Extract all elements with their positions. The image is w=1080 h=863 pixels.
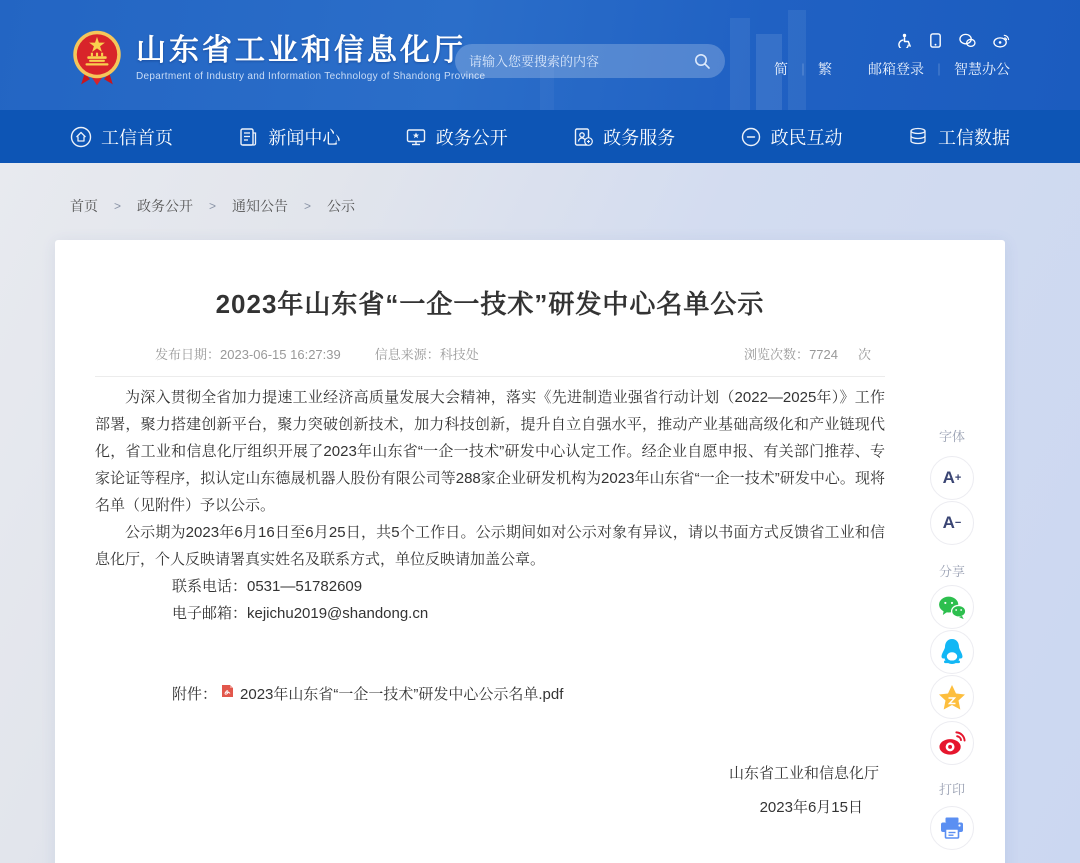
- qzone-icon: [938, 684, 966, 711]
- nav-label: 政务服务: [603, 127, 676, 148]
- share-qzone-button[interactable]: [930, 675, 974, 719]
- tool-rail: [915, 429, 989, 850]
- mail-login-link[interactable]: 邮箱登录: [867, 61, 924, 77]
- interact-icon: [740, 126, 762, 148]
- header-utility: [774, 33, 1010, 79]
- breadcrumb-separator: >: [114, 199, 122, 213]
- lang-traditional-link[interactable]: 繁: [817, 61, 832, 77]
- meta-divider: [95, 376, 885, 377]
- nav-item-gov-disclosure[interactable]: [405, 124, 508, 150]
- nav-item-news[interactable]: [237, 124, 340, 150]
- signature: [95, 762, 885, 817]
- share-label: 分享: [938, 564, 965, 579]
- article: [95, 240, 885, 817]
- nav-item-gov-services[interactable]: [572, 124, 675, 150]
- service-icon: [572, 126, 594, 148]
- printer-icon: [939, 816, 965, 840]
- news-icon: [237, 126, 259, 148]
- nav-label: 政务公开: [435, 127, 508, 148]
- nav-item-interaction[interactable]: [740, 124, 843, 150]
- mobile-icon[interactable]: [929, 33, 942, 48]
- monitor-icon: [405, 126, 427, 148]
- paragraph: 公示期为2023年6月16日至6月25日，共5个工作日。公示期间如对公示对象有异议，请以书面方式反馈省工业和信息化厅，个人反映请署真实姓名及联系方式，单位反映请加盖公章。: [95, 524, 885, 568]
- accessibility-icon[interactable]: [897, 33, 912, 48]
- utility-icons: [897, 33, 1010, 48]
- nav-label: 政民互动: [770, 127, 843, 148]
- site-header: [0, 0, 1080, 110]
- signature-org: 山东省工业和信息化厅: [728, 765, 879, 782]
- nav-item-home[interactable]: [70, 124, 173, 150]
- separator: ｜: [796, 62, 809, 77]
- nav-label: 新闻中心: [268, 127, 341, 148]
- site-logo[interactable]: [70, 29, 485, 87]
- signature-date: 2023年6月15日: [759, 799, 863, 816]
- share-qq-button[interactable]: [930, 630, 974, 674]
- breadcrumb-separator: >: [304, 199, 312, 213]
- utility-links: [774, 59, 1010, 79]
- home-icon: [70, 126, 92, 148]
- database-icon: [907, 126, 929, 148]
- paragraph: 为深入贯彻全省加力提速工业经济高质量发展大会精神，落实《先进制造业强省行动计划（2022—2025年）》工作部署，聚力搭建创新平台，聚力突破创新技术，加力科技创新，提升自立自强水平，推动产业基础高级化和产业链现代化，省工业和信息化厅组织开展了2023年山东省“一企一技术”研发中心认定工作。经企业自愿申报、有关部门推荐、专家论证等程序，拟认定山东德晟机器人股份有限公司等288家企业研发机构为2023年山东省“一企一技术”研发中心。现将名单（见附件）予以公示。: [95, 389, 885, 514]
- wechat-mini-icon[interactable]: [959, 33, 976, 48]
- site-title: 山东省工业和信息化厅: [136, 34, 466, 67]
- separator: ｜: [932, 62, 945, 77]
- pdf-icon: [221, 684, 234, 698]
- site-title-block: [136, 34, 485, 82]
- nav-item-data[interactable]: [907, 124, 1010, 150]
- qq-icon: [939, 638, 965, 666]
- content-card: [55, 240, 1005, 863]
- contact-phone: 联系电话：0531—51782609: [172, 578, 363, 595]
- national-emblem-icon: [70, 29, 124, 87]
- nav-label: 工信数据: [937, 127, 1010, 148]
- article-body: [95, 384, 885, 573]
- weibo-mini-icon[interactable]: [993, 33, 1010, 48]
- article-meta: [95, 344, 885, 363]
- attachment-row: [95, 683, 885, 704]
- page-title: 2023年山东省“一企一技术”研发中心名单公示: [215, 289, 765, 319]
- meta-left: [155, 344, 479, 363]
- main-nav: [0, 110, 1080, 163]
- site-title-en: Department of Industry and Information Technology of Shandong Province: [136, 71, 486, 82]
- lang-simplified-link[interactable]: 简: [773, 61, 788, 77]
- breadcrumb-gov-disclosure[interactable]: 政务公开: [137, 198, 194, 214]
- search-icon[interactable]: [693, 52, 711, 70]
- publish-date: 发布日期：2023-06-15 16:27:39: [155, 347, 341, 362]
- share-weibo-button[interactable]: [930, 721, 974, 765]
- contact-email: 电子邮箱：kejichu2019@shandong.cn: [172, 605, 429, 622]
- font-increase-button[interactable]: A +: [930, 456, 974, 500]
- font-size-label: 字体: [938, 429, 965, 444]
- attachment-label: 附件：: [172, 686, 218, 703]
- search-box[interactable]: [455, 44, 725, 78]
- breadcrumb-separator: >: [209, 199, 217, 213]
- print-label: 打印: [938, 782, 965, 797]
- view-count: 浏览次数：7724 次: [744, 347, 871, 362]
- breadcrumb-home[interactable]: 首页: [70, 198, 98, 214]
- font-decrease-button[interactable]: A −: [930, 501, 974, 545]
- attachment-file-link[interactable]: 2023年山东省“一企一技术”研发中心公示名单.pdf: [240, 686, 564, 703]
- smart-office-link[interactable]: 智慧办公: [954, 61, 1010, 77]
- share-wechat-button[interactable]: [930, 585, 974, 629]
- info-source: 信息来源：科技处: [374, 347, 479, 362]
- search-input[interactable]: [469, 54, 693, 69]
- wechat-icon: [937, 595, 967, 620]
- breadcrumb-notices[interactable]: 通知公告: [232, 198, 289, 214]
- breadcrumb: [70, 196, 355, 216]
- weibo-icon: [938, 730, 967, 756]
- nav-label: 工信首页: [101, 127, 173, 148]
- breadcrumb-current: 公示: [327, 198, 356, 214]
- print-button[interactable]: [930, 806, 974, 850]
